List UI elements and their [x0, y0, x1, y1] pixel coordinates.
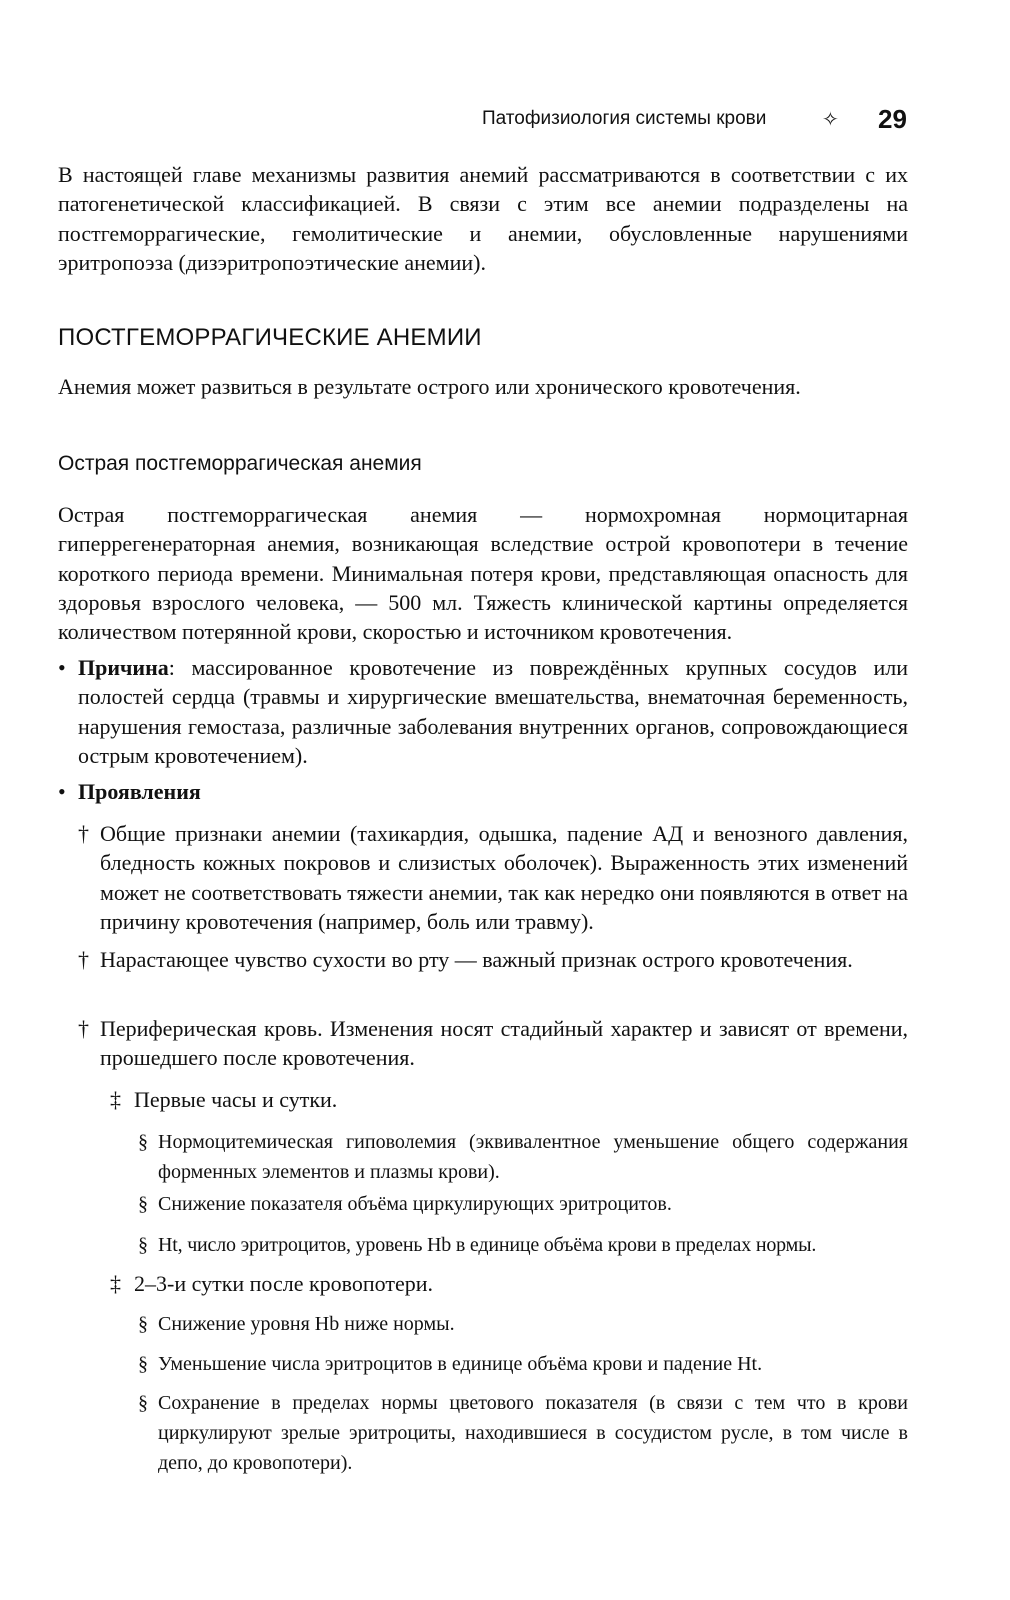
section-sign-marker: § — [138, 1234, 148, 1256]
section-item — [138, 1230, 918, 1260]
section-item-text: Ht, число эритроцитов, уровень Hb в единице объёма крови в пределах нормы. — [158, 1234, 817, 1256]
double-dagger-marker: ‡ — [110, 1087, 121, 1112]
page-number: 29 — [878, 104, 907, 134]
dagger-item-text: Общие признаки анемии (тахикардия, одышка, падение АД и венозного давления, бледность кожных покровов и слизистых оболочек). Выраженность этих изменений может не соответствовать тяжести анемии, так как нередко они появляются в ответ на причину кровотечения (например, боль или травму). — [100, 821, 908, 934]
intro-paragraph: В настоящей главе механизмы развития анемий рассматриваются в соответствии с их патогенетической классификацией. В связи с этим все анемии подразделены на постгеморрагические, гемолитические и анемии, обусловленные нарушениями эритропоэза (дизэритропоэтические анемии). — [58, 162, 908, 275]
section-heading: ПОСТГЕМОРРАГИЧЕСКИЕ АНЕМИИ — [58, 324, 482, 351]
section-sign-marker: § — [138, 1131, 148, 1153]
section-item-text: Уменьшение числа эритроцитов в единице объёма крови и падение Ht. — [158, 1353, 763, 1375]
section-sign-marker: § — [138, 1353, 148, 1375]
definition-paragraph: Острая постгеморрагическая анемия — нормохромная нормоцитарная гиперрегенераторная анемия, возникающая вследствие острой кровопотери в течение короткого периода времени. Минимальная потеря крови, представляющая опасность для здоровья взрослого человека, — 500 мл. Тяжесть клинической картины определяется количеством потерянной крови, скоростью и источником кровотечения. — [58, 502, 908, 645]
section-sign-marker: § — [138, 1193, 148, 1215]
section-item-text: Снижение показателя объёма циркулирующих эритроцитов. — [158, 1193, 672, 1215]
subsection-heading: Острая постгеморрагическая анемия — [58, 452, 422, 475]
section-lead: Анемия может развиться в результате острого или хронического кровотечения. — [58, 374, 801, 399]
running-title: Патофизиология системы крови — [482, 108, 767, 129]
dagger-item — [78, 1014, 908, 1073]
dagger-item — [78, 819, 908, 936]
stage-title: 2–3-и сутки после кровопотери. — [134, 1271, 434, 1296]
bullet-cause — [58, 653, 908, 770]
stage-heading — [110, 1085, 900, 1114]
section-sign-marker: § — [138, 1392, 148, 1414]
section-item-text: Нормоцитемическая гиповолемия (эквивалентное уменьшение общего содержания форменных элементов и плазмы крови). — [158, 1131, 908, 1183]
bullet-text-cause: : массированное кровотечение из повреждённых крупных сосудов или полостей сердца (травмы и хирургические вмешательства, внематочная беременность, нарушения гемостаза, различные заболевания внутренних органов, сопровождающиеся острым кровотечением). — [78, 655, 908, 768]
bullet-marker: • — [58, 779, 66, 804]
diamond-ornament-icon: ✧ — [822, 107, 839, 131]
double-dagger-marker: ‡ — [110, 1271, 121, 1296]
section-item — [138, 1127, 908, 1187]
section-item-text: Сохранение в пределах нормы цветового показателя (в связи с тем что в крови циркулируют зрелые эритроциты, находившиеся в сосудистом русле, в том числе в депо, до кровопотери). — [158, 1392, 908, 1474]
section-item — [138, 1349, 908, 1379]
running-header — [482, 104, 912, 138]
section-sign-marker: § — [138, 1313, 148, 1335]
section-item — [138, 1388, 908, 1478]
dagger-item — [78, 945, 908, 974]
bullet-marker: • — [58, 655, 66, 680]
stage-heading — [110, 1269, 900, 1298]
dagger-marker: † — [78, 947, 89, 972]
bullet-label-cause: Причина — [78, 655, 169, 680]
section-item-text: Снижение уровня Hb ниже нормы. — [158, 1313, 455, 1335]
section-item — [138, 1189, 908, 1219]
bullet-label-manifestations: Проявления — [78, 779, 201, 804]
dagger-marker: † — [78, 1016, 89, 1041]
stage-title: Первые часы и сутки. — [134, 1087, 338, 1112]
bullet-manifestations — [58, 777, 908, 806]
dagger-marker: † — [78, 821, 89, 846]
section-item — [138, 1309, 908, 1339]
dagger-item-text: Периферическая кровь. Изменения носят стадийный характер и зависят от времени, прошедшего после кровотечения. — [100, 1016, 908, 1071]
dagger-item-text: Нарастающее чувство сухости во рту — важный признак острого кровотечения. — [100, 947, 853, 972]
